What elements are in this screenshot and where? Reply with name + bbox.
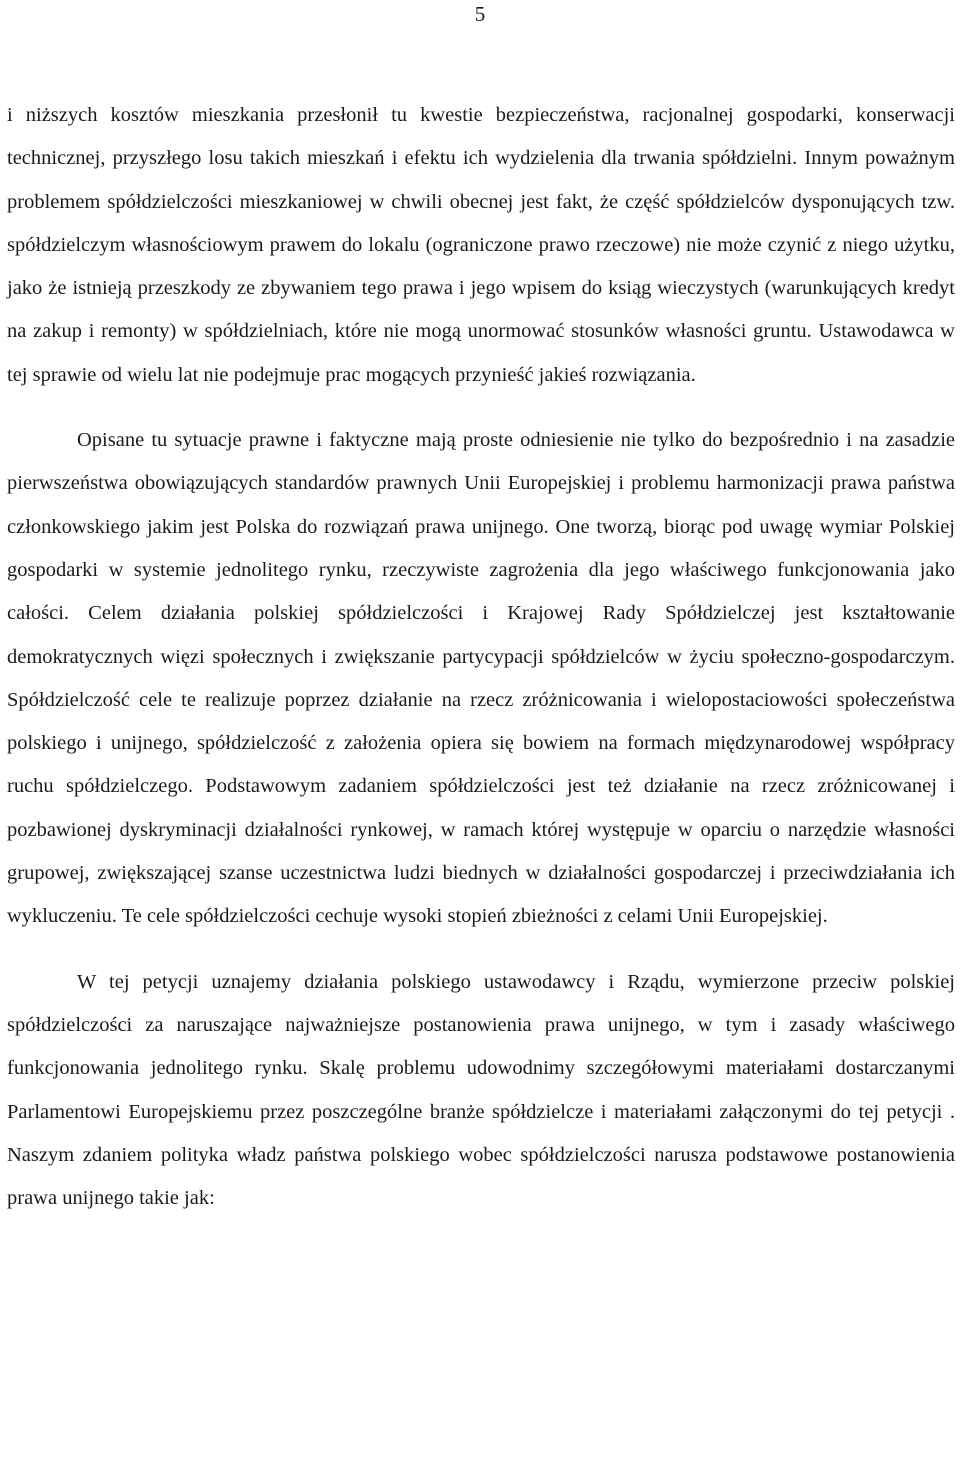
paragraph-3: W tej petycji uznajemy działania polskiego ustawodawcy i Rządu, wymierzone przeciw polskiej spółdzielczości za naruszające najważniejsze postanowienia prawa unijnego, w tym i zasady właściwego funkcjonowania jednolitego rynku. Skalę problemu udowodnimy szczegółowymi materiałami dostarczanymi Parlamentowi Europejskiemu przez poszczególne branże spółdzielcze i materiałami załączonymi do tej petycji . Naszym zdaniem polityka władz państwa polskiego wobec spółdzielczości narusza podstawowe postanowienia prawa unijnego takie jak: — [7, 970, 955, 1210]
paragraph-gap — [7, 397, 955, 419]
paragraph-2: Opisane tu sytuacje prawne i faktyczne mają proste odniesienie nie tylko do bezpośrednio i na zasadzie pierwszeństwa obowiązujących standardów prawnych Unii Europejskiej i problemu harmonizacji prawa państwa członkowskiego jakim jest Polska do rozwiązań prawa unijnego. One tworzą, biorąc pod uwagę wymiar Polskiej gospodarki w systemie jednolitego rynku, rzeczywiste zagrożenia dla jego właściwego funkcjonowania jako całości. Celem działania polskiej spółdzielczości i Krajowej Rady Spółdzielczej jest kształtowanie demokratycznych więzi społecznych i zwiększanie partycypacji spółdzielców w życiu społeczno-gospodarczym. Spółdzielczość cele te realizuje poprzez działanie na rzecz zróżnicowania i wielopostaciowości społeczeństwa polskiego i unijnego, spółdzielczość z założenia opiera się bowiem na formach międzynarodowej współpracy ruchu spółdzielczego. Podstawowym zadaniem spółdzielczości jest też działanie na rzecz zróżnicowanej i pozbawionej dyskryminacji działalności rynkowej, w ramach której występuje w oparciu o narzędzie własności grupowej, zwiększającej szanse uczestnictwa ludzi biednych w działalności gospodarczej i przeciwdziałania ich wykluczeniu. Te cele spółdzielczości cechuje wysoki stopień zbieżności z celami Unii Europejskiej. — [7, 429, 955, 928]
paragraph-1: i niższych kosztów mieszkania przesłonił tu kwestie bezpieczeństwa, racjonalnej gospodarki, konserwacji technicznej, przyszłego losu takich mieszkań i efektu ich wydzielenia dla trwania spółdzielni. Innym poważnym problemem spółdzielczości mieszkaniowej w chwili obecnej jest fakt, że część spółdzielców dysponujących tzw. spółdzielczym własnościowym prawem do lokalu (ograniczone prawo rzeczowe) nie może czynić z niego użytku, jako że istnieją przeszkody ze zbywaniem tego prawa i jego wpisem do ksiąg wieczystych (warunkujących kredyt na zakup i remonty) w spółdzielniach, które nie mogą unormować stosunków własności gruntu. Ustawodawca w tej sprawie od wielu lat nie podejmuje prac mogących przynieść jakieś rozwiązania. — [7, 104, 955, 386]
page-number: 5 — [474, 2, 486, 26]
document-body — [7, 94, 955, 1220]
paragraph-gap — [7, 939, 955, 961]
